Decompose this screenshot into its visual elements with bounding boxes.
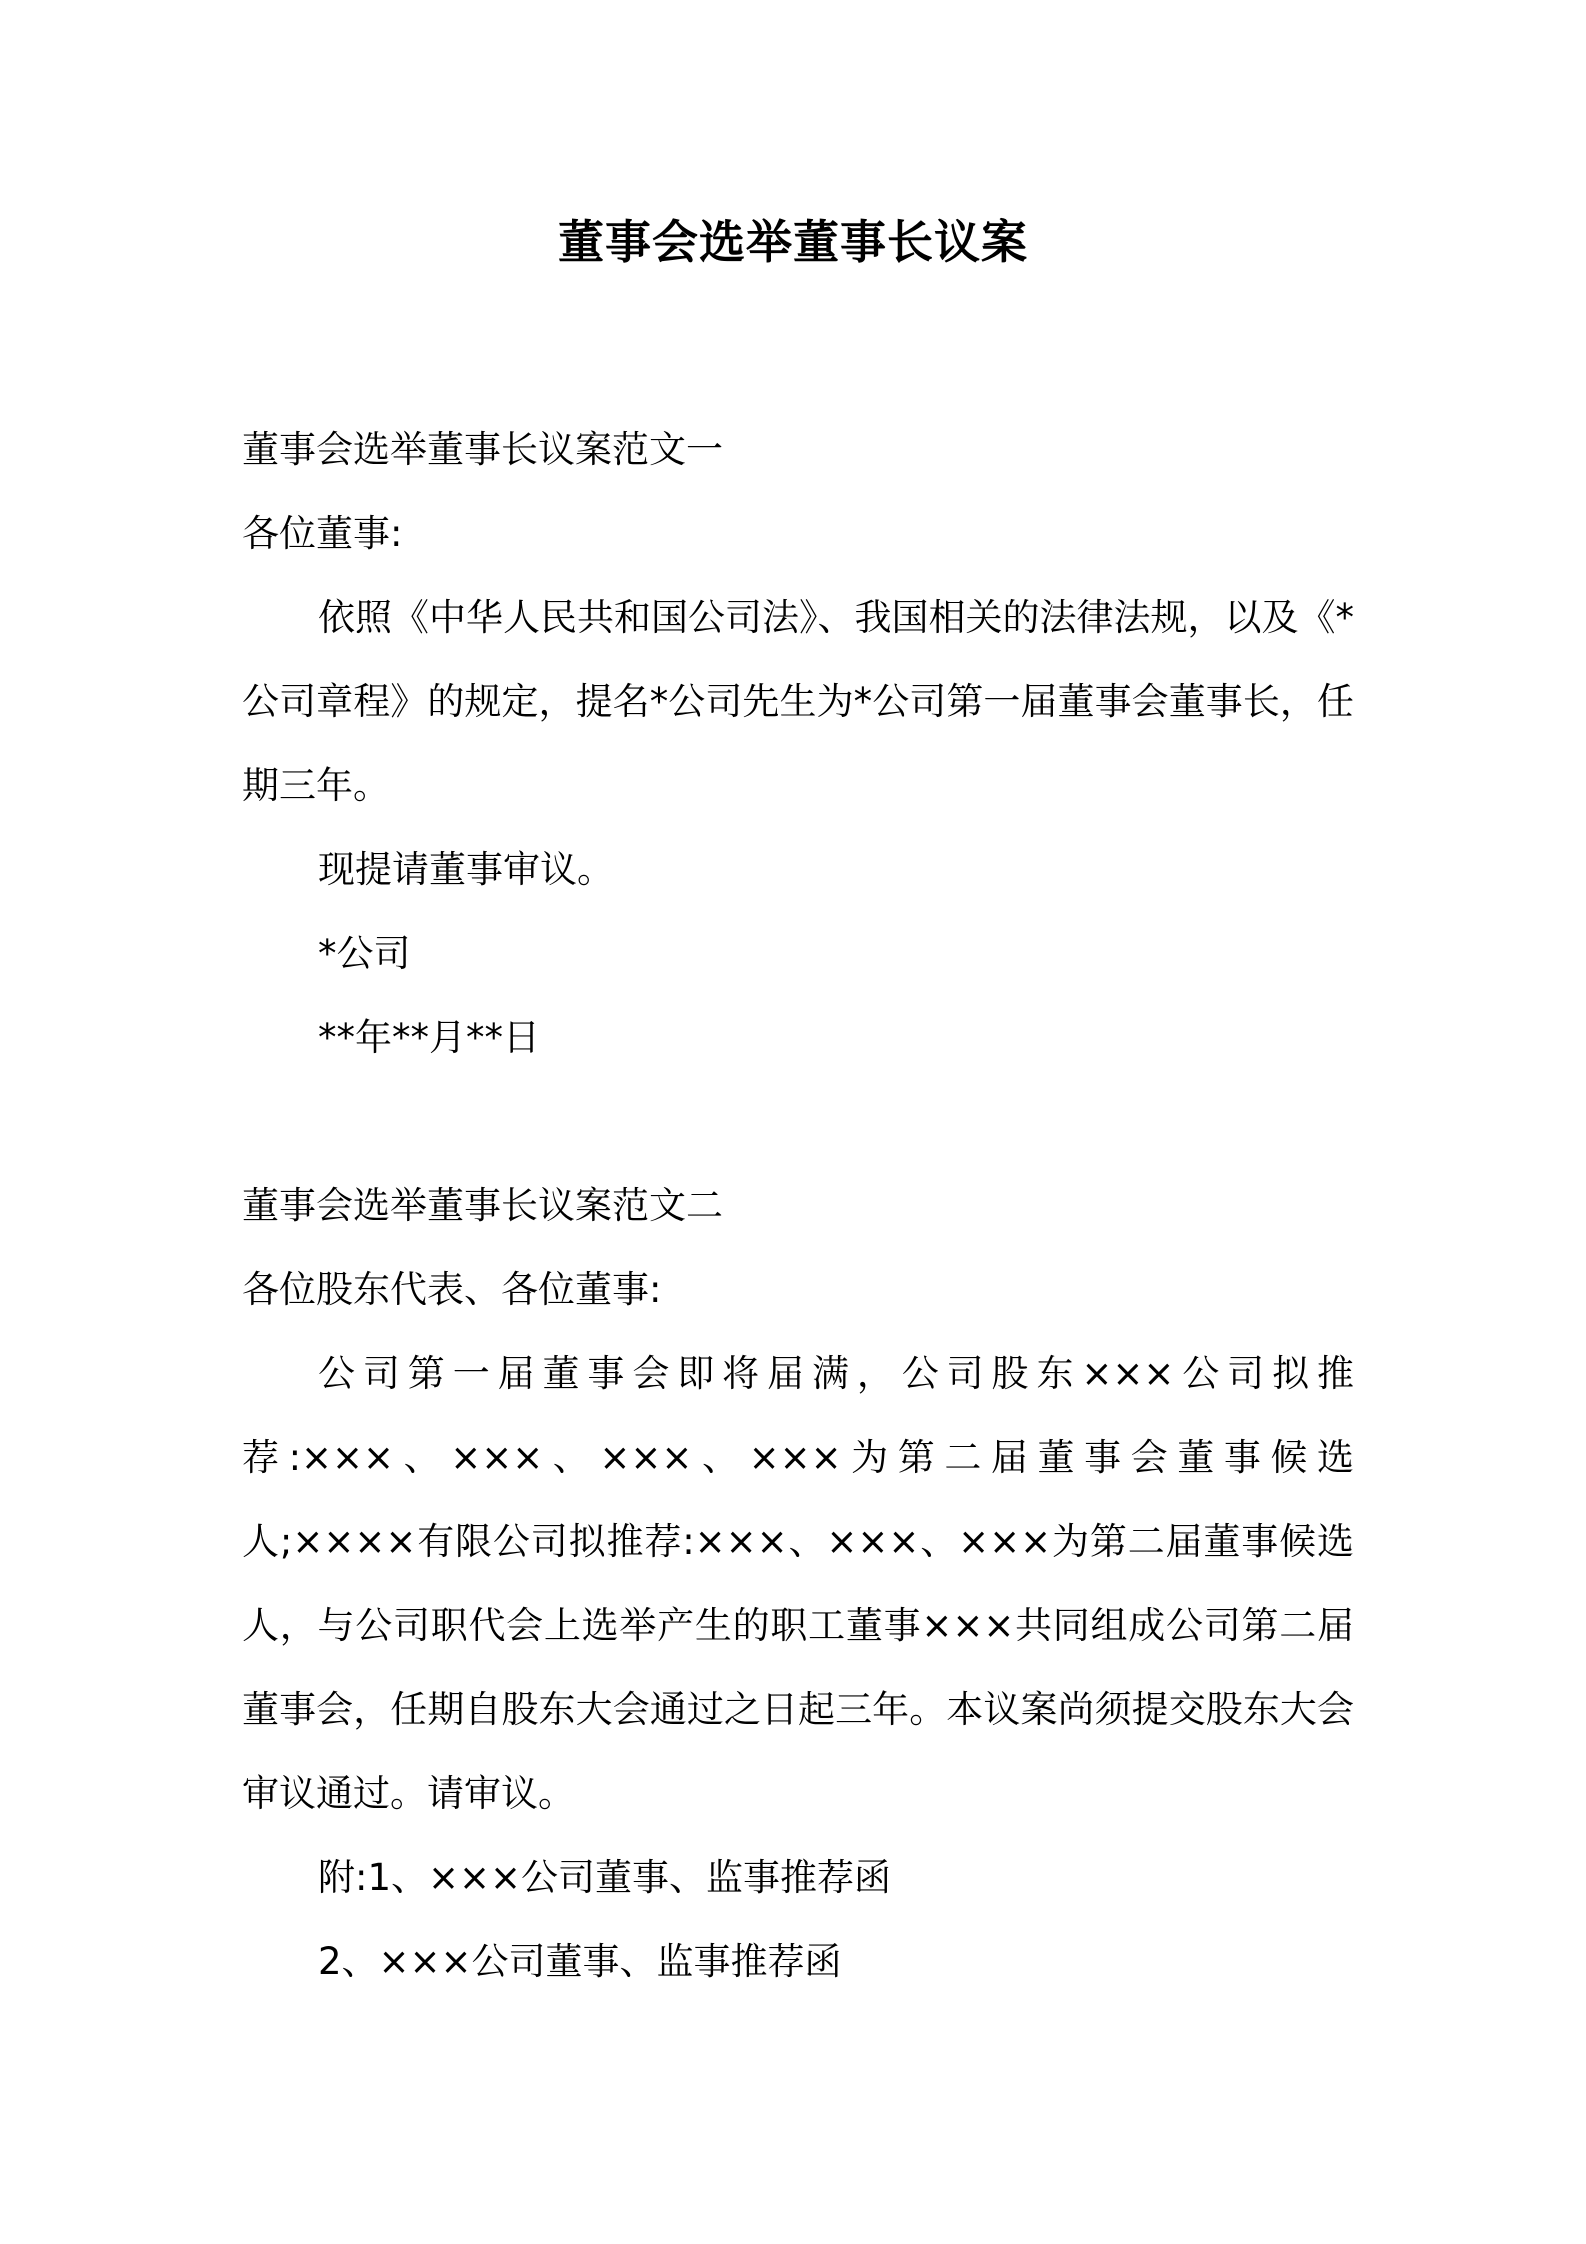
section-two-salutation: 各位股东代表、各位董事: [242, 1268, 662, 1311]
section-two-heading: 董事会选举董事长议案范文二 [242, 1184, 723, 1227]
section-one-signature: *公司 [318, 932, 411, 975]
section-two [242, 1164, 1354, 2004]
section-one [242, 408, 1354, 1080]
section-two-attachment-1: 附:1、×××公司董事、监事推荐函 [318, 1856, 892, 1899]
section-one-body: 依照《中华人民共和国公司法》、我国相关的法律法规，以及《*公司章程》的规定，提名*公司先生为*公司第一届董事会董事长，任期三年。 [242, 596, 1354, 807]
document-title: 董事会选举董事长议案 [558, 215, 1028, 269]
document-body [242, 408, 1354, 2004]
section-two-body: 公司第一届董事会即将届满，公司股东×××公司拟推荐:×××、×××、×××、×××为第二届董事会董事候选人;××××有限公司拟推荐:×××、×××、×××为第二届董事候选人，与公司职代会上选举产生的职工董事×××共同组成公司第二届董事会，任期自股东大会通过之日起三年。本议案尚须提交股东大会审议通过。请审议。 [242, 1352, 1354, 1815]
section-one-date: **年**月**日 [318, 1016, 540, 1059]
section-one-request: 现提请董事审议。 [318, 848, 614, 891]
section-one-heading: 董事会选举董事长议案范文一 [242, 428, 723, 471]
section-one-salutation: 各位董事: [242, 512, 403, 555]
section-spacer [242, 1080, 1354, 1164]
section-two-attachment-2: 2、×××公司董事、监事推荐函 [318, 1940, 842, 1983]
